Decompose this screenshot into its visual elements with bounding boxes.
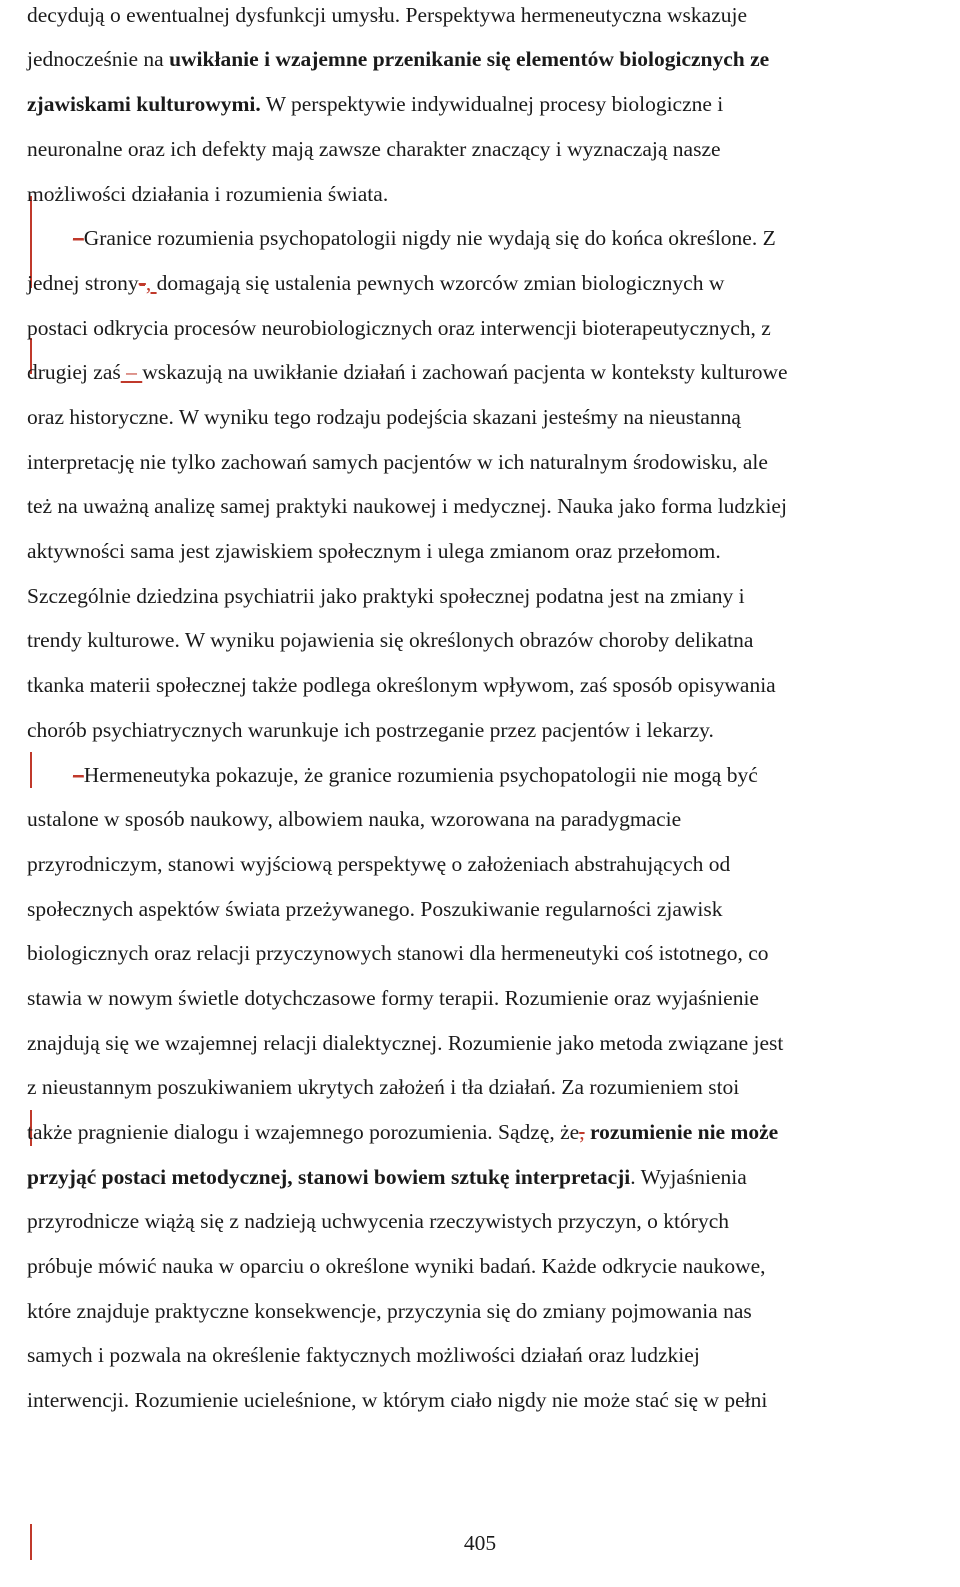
change-bar (30, 752, 32, 788)
page-number: 405 (463, 1531, 497, 1555)
text-run: drugiej zaś (27, 360, 121, 384)
text-line (27, 1117, 778, 1147)
text-run: jednocześnie na (27, 47, 170, 71)
text-line: przyrodnicze wiążą się z nadzieją uchwycenia rzeczywistych przyczyn, o których (27, 1209, 729, 1233)
text-line: też na uważną analizę samej praktyki naukowej i medycznej. Nauka jako forma ludzkiej (27, 494, 787, 518)
text-line: możliwości działania i rozumienia świata. (27, 182, 389, 206)
text-line: chorób psychiatrycznych warunkuje ich postrzeganie przez pacjentów i lekarzy. (27, 718, 714, 742)
text-line: interwencji. Rozumienie ucieleśnione, w którym ciało nigdy nie może stać się w pełni (27, 1388, 768, 1412)
deleted-dash: – (73, 763, 84, 787)
text-line (27, 44, 769, 74)
text-line: próbuje mówić nauka w oparciu o określone wyniki badań. Każde odkrycie naukowe, (27, 1254, 766, 1278)
text-run: także pragnienie dialogu i wzajemnego porozumienia. Sądzę, że (27, 1120, 580, 1144)
text-line: tkanka materii społecznej także podlega określonym wpływom, zaś sposób opisywania (27, 673, 776, 697)
text-run: wskazują na uwikłanie działań i zachowań pacjenta w konteksty kulturowe (142, 360, 788, 384)
text-line: stawia w nowym świetle dotychczasowe formy terapii. Rozumienie oraz wyjaśnienie (27, 986, 759, 1010)
text-run: W perspektywie indywidualnej procesy biologiczne i (260, 92, 724, 116)
text-line: aktywności sama jest zjawiskiem społecznym i ulega zmianom oraz przełomom. (27, 539, 721, 563)
bold-text: uwikłanie i wzajemne przenikanie się elementów biologicznych ze (169, 47, 770, 71)
deleted-text: - (138, 271, 146, 295)
text-line (27, 1162, 747, 1192)
text-line: decydują o ewentualnej dysfunkcji umysłu. Perspektywa hermeneutyczna wskazuje (27, 3, 748, 27)
text-line: społecznych aspektów świata przeżywanego. Poszukiwanie regularności zjawisk (27, 897, 723, 921)
text-run: jednej strony (27, 271, 139, 295)
text-line: postaci odkrycia procesów neurobiologicznych oraz interwencji bioterapeutycznych, z (27, 316, 771, 340)
bold-text: przyjąć postaci metodycznej, stanowi bowiem sztukę interpretacji (27, 1165, 631, 1189)
text-line: przyrodniczym, stanowi wyjściową perspektywę o założeniach abstrahujących od (27, 852, 731, 876)
text-line: Szczególnie dziedzina psychiatrii jako praktyki społecznej podatna jest na zmiany i (27, 584, 745, 608)
text-line: z nieustannym poszukiwaniem ukrytych założeń i tła działań. Za rozumieniem stoi (27, 1075, 740, 1099)
text-line: interpretację nie tylko zachowań samych pacjentów w ich naturalnym środowisku, ale (27, 450, 768, 474)
inserted-text: , (145, 271, 157, 295)
text-line: samych i pozwala na określenie faktycznych możliwości działań oraz ludzkiej (27, 1343, 700, 1367)
text-line: które znajduje praktyczne konsekwencje, przyczynia się do zmiany pojmowania nas (27, 1299, 752, 1323)
text-line: biologicznych oraz relacji przyczynowych stanowi dla hermeneutyki coś istotnego, co (27, 941, 769, 965)
text-line (27, 357, 788, 387)
deleted-text: , (579, 1120, 585, 1144)
text-run: Granice rozumienia psychopatologii nigdy nie wydają się do końca określone. Z (83, 226, 776, 250)
text-line: neuronalne oraz ich defekty mają zawsze charakter znaczący i wyznaczają nasze (27, 137, 721, 161)
text-run: domagają się ustalenia pewnych wzorców zmian biologicznych w (156, 271, 725, 295)
inserted-text: – (120, 360, 143, 384)
bold-text: rozumienie nie może (584, 1120, 779, 1144)
text-line: trendy kulturowe. W wyniku pojawienia się określonych obrazów choroby delikatna (27, 628, 754, 652)
text-line (73, 760, 758, 790)
bold-text: zjawiskami kulturowymi. (27, 92, 261, 116)
text-line (27, 89, 723, 119)
deleted-dash: – (73, 226, 84, 250)
text-line: znajdują się we wzajemnej relacji dialektycznej. Rozumienie jako metoda związane jest (27, 1031, 784, 1055)
text-run: . Wyjaśnienia (630, 1165, 747, 1189)
text-line: ustalone w sposób naukowy, albowiem nauka, wzorowana na paradygmacie (27, 807, 682, 831)
text-run: Hermeneutyka pokazuje, że granice rozumienia psychopatologii nie mogą być (83, 763, 758, 787)
text-line: oraz historyczne. W wyniku tego rodzaju podejścia skazani jesteśmy na nieustanną (27, 405, 741, 429)
text-line (73, 223, 776, 253)
text-line (27, 268, 724, 298)
